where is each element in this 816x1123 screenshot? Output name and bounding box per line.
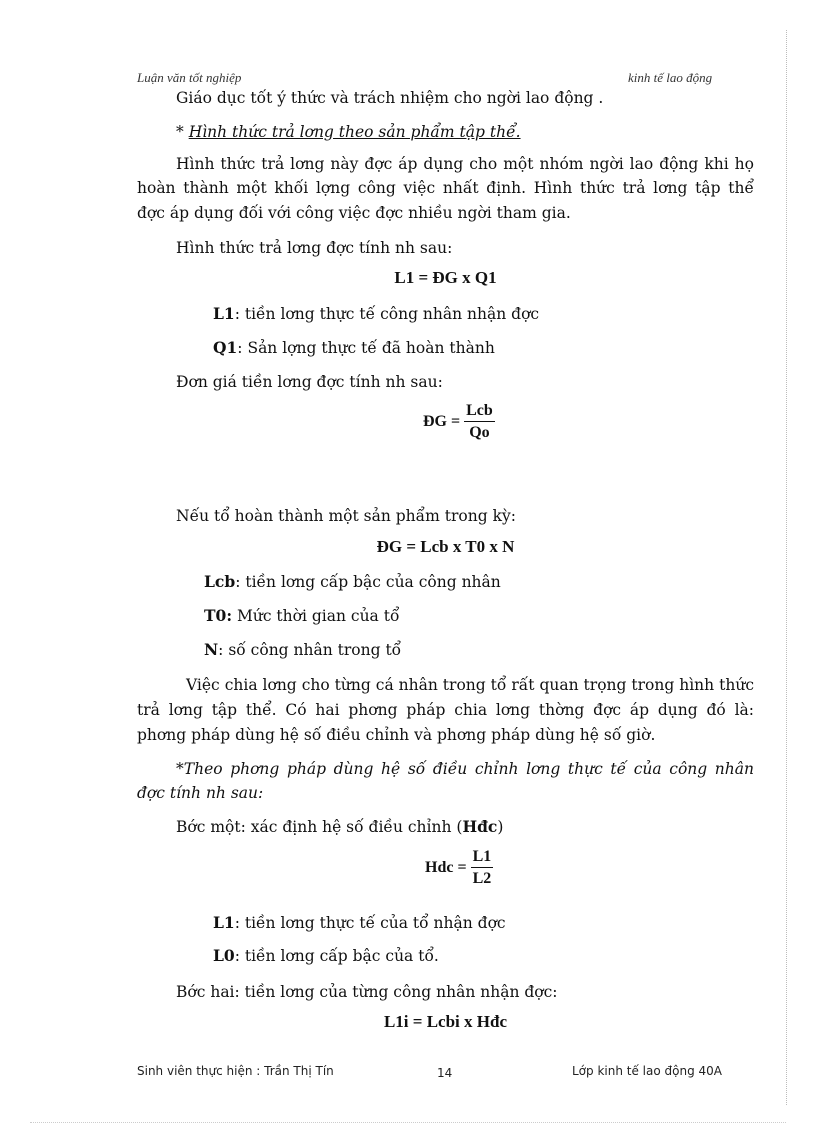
def-t0-term: T0: [204,606,233,625]
page-border-right [786,30,788,1105]
def-n [204,638,401,662]
formula-dg-lhs: ĐG = [423,413,461,430]
def-n-text: : số công nhân trong tổ [218,641,402,659]
def-l1-term: L1 [213,304,235,323]
step1-line [176,815,503,839]
footer-page-number: 14 [437,1066,453,1080]
fraction [471,848,494,888]
fraction-denominator: L2 [472,870,492,887]
heading-prefix: * [176,123,189,141]
def-t0-text: Mức thời gian của tổ [232,607,400,625]
calc-intro: Hình thức trả lơng đợc tính nh sau: [176,239,453,257]
formula-l1: L1 = ĐG x Q1 [394,268,497,287]
step1-bold: Hđc [462,817,498,836]
formula-hdc-lhs: Hdc = [425,859,467,876]
def2-l0-text: : tiền lơng cấp bậc của tổ. [234,947,439,965]
def-q1 [213,336,495,360]
def2-l1-text: : tiền lơng thực tế của tổ nhận đợc [234,914,506,932]
def-l1 [213,302,539,326]
def-l1-text: : tiền lơng thực tế công nhân nhận đợc [234,305,540,323]
def2-l0-term: L0 [213,946,235,965]
fraction [464,402,495,442]
def-lcb-term: Lcb [204,572,236,591]
para2-line3: phơng pháp dùng hệ số điều chỉnh và phơng pháp dùng hệ số giờ. [137,726,656,744]
def-q1-term: Q1 [213,338,238,357]
def2-l1-term: L1 [213,913,235,932]
formula-l1i: L1i = Lcbi x Hđc [383,1012,508,1031]
para3-line1: *Theo phơng pháp dùng hệ số điều chỉnh lơng thực tế của công nhân [176,760,754,778]
para2-line1: Việc chia lơng cho từng cá nhân trong tổ rất quan trọng trong hình thức [186,676,754,694]
step2-line: Bớc hai: tiền lơng của từng công nhân nhận đợc: [176,983,558,1001]
step1-end: ) [497,818,504,836]
footer-class: Lớp kinh tế lao động 40A [572,1064,722,1078]
if-group-line: Nếu tổ hoàn thành một sản phẩm trong kỳ: [176,507,516,525]
def-lcb-text: : tiền lơng cấp bậc của công nhân [235,573,501,591]
heading-text: Hình thức trả lơng theo sản phẩm tập thể. [188,123,521,141]
header-left: Luận văn tốt nghiệp [137,70,242,85]
fraction-numerator: L1 [471,848,494,868]
def-lcb [204,570,501,594]
unit-price-intro: Đơn giá tiền lơng đợc tính nh sau: [176,373,443,391]
formula-dg-fraction [423,402,495,442]
para2-line2: trả lơng tập thể. Có hai phơng pháp chia lơng thờng đợc áp dụng đó là: [137,701,754,719]
def2-l1 [213,911,506,935]
fraction-denominator: Qo [469,424,490,441]
def2-l0 [213,944,439,968]
section-heading [176,120,521,144]
formula-dg-group: ĐG = Lcb x T0 x N [376,537,515,556]
para1-line2: hoàn thành một khối lợng công việc nhất định. Hình thức trả lơng tập thể [137,179,754,197]
para3-line2: đợc tính nh sau: [137,784,264,802]
def-q1-text: : Sản lợng thực tế đã hoàn thành [237,339,495,357]
para1-line1: Hình thức trả lơng này đợc áp dụng cho một nhóm ngời lao động khi họ [176,155,754,173]
step1-text: Bớc một: xác định hệ số điều chỉnh ( [176,818,463,836]
line-education: Giáo dục tốt ý thức và trách nhiệm cho ngời lao động . [176,89,604,107]
header-right: kinh tế lao động [628,70,713,85]
footer-student: Sinh viên thực hiện : Trần Thị Tín [137,1064,334,1078]
formula-hdc-fraction [425,848,493,888]
def-t0 [204,604,399,628]
para1-line3: đợc áp dụng đối với công việc đợc nhiều ngời tham gia. [137,204,571,222]
fraction-numerator: Lcb [464,402,495,422]
def-n-term: N [204,640,219,659]
